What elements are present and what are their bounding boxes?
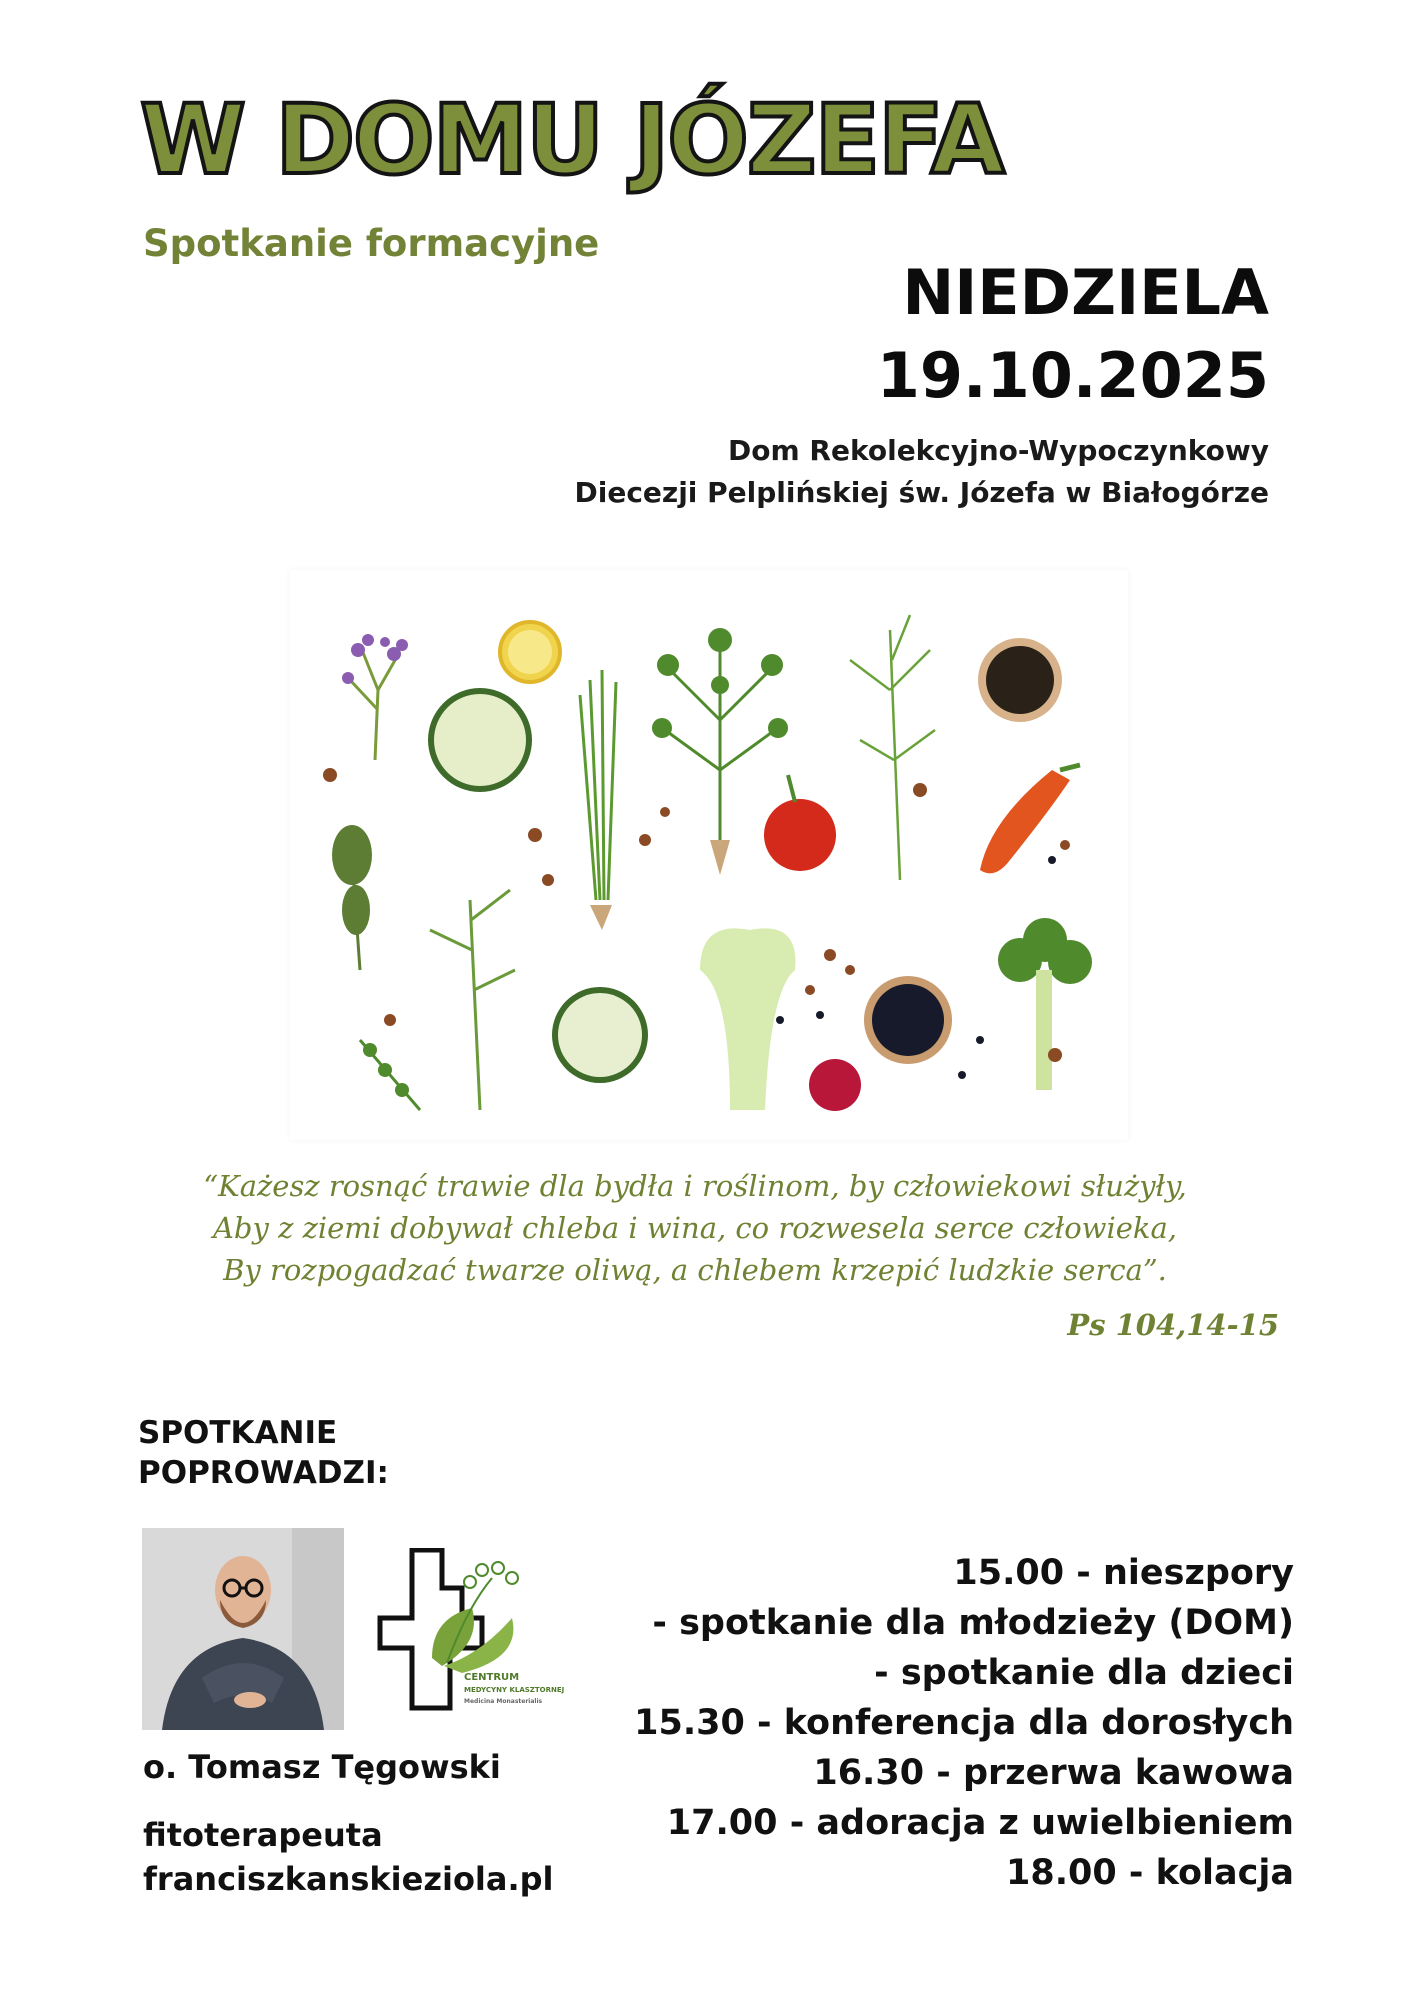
- event-day: NIEDZIELA: [902, 256, 1269, 329]
- leader-name: o. Tomasz Tęgowski: [143, 1748, 501, 1786]
- event-schedule: [634, 1548, 1294, 1898]
- schedule-item: 17.00 - adoracja z uwielbieniem: [666, 1803, 1294, 1843]
- event-date: 19.10.2025: [876, 339, 1269, 412]
- leader-details: [143, 1813, 554, 1901]
- leader-portrait: [142, 1528, 344, 1730]
- leader-role: fitoterapeuta: [143, 1816, 383, 1854]
- herbs-illustration: [290, 570, 1128, 1140]
- leader-heading: [138, 1413, 389, 1493]
- quote-source: Ps 104,14-15: [1067, 1308, 1279, 1342]
- schedule-item: 16.30 - przerwa kawowa: [813, 1753, 1294, 1793]
- venue-line-1: Dom Rekolekcyjno-Wypoczynkowy: [728, 434, 1269, 467]
- schedule-item: - spotkanie dla młodzieży (DOM): [652, 1603, 1294, 1643]
- logo-caption-line-1: CENTRUM: [464, 1672, 520, 1683]
- quote-line-2: Aby z ziemi dobywał chleba i wina, co rozwesela serce człowieka,: [212, 1211, 1178, 1245]
- leader-heading-line-1: SPOTKANIE: [138, 1415, 338, 1451]
- portrait-image: [142, 1528, 344, 1730]
- leader-website[interactable]: franciszkanskieziola.pl: [143, 1860, 554, 1898]
- schedule-item: 15.00 - nieszpory: [953, 1553, 1294, 1593]
- quote-line-3: By rozpogadzać twarze oliwą, a chlebem krzepić ludzkie serca”.: [223, 1253, 1167, 1287]
- logo-caption: [464, 1672, 564, 1708]
- logo-caption-line-3: Medicina Monasterialis: [464, 1698, 543, 1705]
- vegetables-photo: [290, 570, 1128, 1140]
- quote-line-1: “Każesz rosnąć trawie dla bydła i roślinom, by człowiekowi służyły,: [203, 1169, 1187, 1203]
- logo-caption-line-2: MEDYCYNY KLASZTORNEJ: [464, 1686, 565, 1694]
- schedule-item: 15.30 - konferencja dla dorosłych: [634, 1703, 1294, 1743]
- schedule-item: 18.00 - kolacja: [1006, 1853, 1294, 1893]
- event-subtitle: Spotkanie formacyjne: [143, 222, 600, 265]
- schedule-item: - spotkanie dla dzieci: [874, 1653, 1294, 1693]
- bible-quote: [160, 1165, 1230, 1291]
- event-venue: [574, 430, 1269, 514]
- leader-heading-line-2: POPROWADZI:: [138, 1455, 389, 1491]
- monastic-medicine-logo: [372, 1548, 565, 1716]
- event-title: W DOMU JÓZEFA: [140, 84, 1003, 196]
- venue-line-2: Diecezji Pelplińskiej św. Józefa w Białogórze: [574, 476, 1269, 509]
